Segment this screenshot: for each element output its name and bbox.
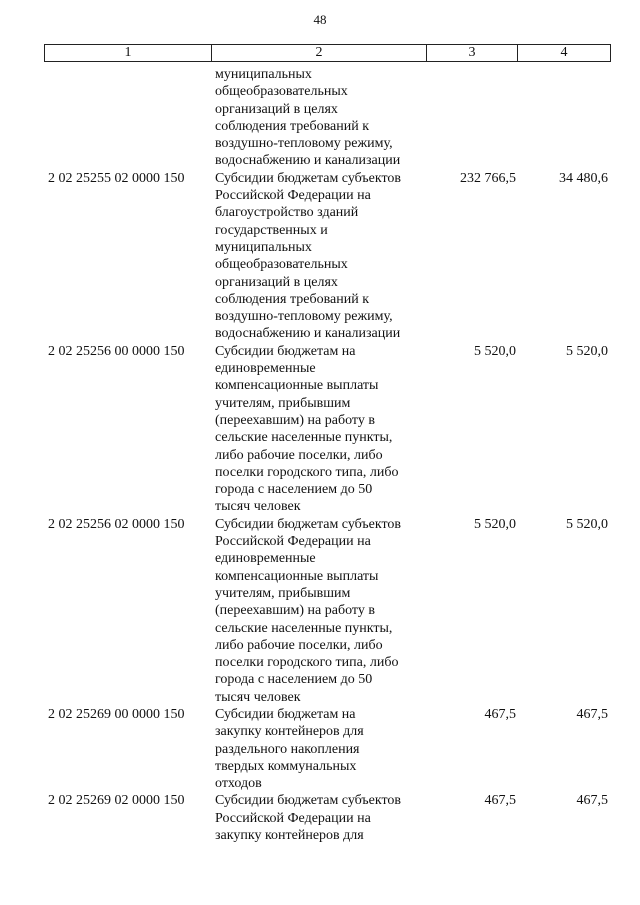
description-line: соблюдения требований к [215, 291, 370, 307]
description-line: города с населением до 50 [215, 482, 373, 498]
description-line: закупку контейнеров для [215, 724, 364, 740]
description-line: либо рабочие поселки, либо [215, 637, 383, 653]
column-header-2: 2 [212, 45, 427, 61]
description-line: водоснабжению и канализации [215, 326, 401, 342]
description-line: муниципальных [215, 239, 312, 255]
description-line: поселки городского типа, либо [215, 464, 399, 480]
description-line: Российской Федерации на [215, 534, 371, 550]
description-line: соблюдения требований к [215, 118, 370, 134]
row-description [215, 516, 429, 706]
column-header-3: 3 [427, 45, 518, 61]
budget-code: 2 02 25269 02 0000 150 [48, 793, 185, 809]
description-line: Субсидии бюджетам субъектов [215, 516, 402, 532]
amount-column-4: 467,5 [576, 793, 608, 809]
row-description [215, 170, 429, 343]
budget-code: 2 02 25256 02 0000 150 [48, 516, 185, 532]
row-description [215, 792, 429, 844]
description-line: тысяч человек [215, 499, 301, 515]
table-rows [44, 170, 611, 845]
description-line: тысяч человек [215, 689, 301, 705]
description-line: (переехавшим) на работу в [215, 603, 375, 619]
table-row [44, 343, 611, 516]
description-line: закупку контейнеров для [215, 828, 364, 844]
description-line: организаций в целях [215, 101, 338, 117]
description-line: Российской Федерации на [215, 188, 371, 204]
description-line: воздушно-тепловому режиму, [215, 136, 393, 152]
amount-column-3: 467,5 [484, 793, 516, 809]
description-line: Субсидии бюджетам субъектов [215, 793, 402, 809]
amount-column-3: 232 766,5 [460, 170, 516, 186]
description-line: отходов [215, 776, 262, 792]
amount-column-4: 5 520,0 [566, 516, 608, 532]
table-body [44, 66, 611, 844]
description-line: поселки городского типа, либо [215, 655, 399, 671]
description-line: компенсационные выплаты [215, 378, 379, 394]
table-row [44, 792, 611, 844]
description-line: сельские населенные пункты, [215, 430, 393, 446]
table-header-row [44, 44, 611, 62]
column-header-4: 4 [560, 45, 568, 60]
row-description [215, 343, 429, 516]
column-header-1: 1 [45, 45, 212, 61]
description-line: учителям, прибывшим [215, 585, 351, 601]
amount-column-4: 5 520,0 [566, 343, 608, 359]
description-line: Субсидии бюджетам на [215, 343, 356, 359]
page-number: 48 [313, 12, 327, 27]
description-line: общеобразовательных [215, 257, 348, 273]
amount-column-3: 5 520,0 [474, 343, 516, 359]
table-row [44, 706, 611, 792]
description-line: либо рабочие поселки, либо [215, 447, 383, 463]
budget-code: 2 02 25255 02 0000 150 [48, 170, 185, 186]
description-line: (переехавшим) на работу в [215, 412, 375, 428]
budget-code: 2 02 25256 00 0000 150 [48, 343, 185, 359]
description-line: учителям, прибывшим [215, 395, 351, 411]
description-line: Субсидии бюджетам субъектов [215, 170, 402, 186]
amount-column-4: 467,5 [576, 706, 608, 722]
description-line: водоснабжению и канализации [215, 153, 401, 169]
description-line: муниципальных [215, 67, 312, 82]
description-line: государственных и [215, 222, 328, 238]
budget-code: 2 02 25269 00 0000 150 [48, 706, 185, 722]
description-line: общеобразовательных [215, 84, 348, 100]
description-line: раздельного накопления [215, 741, 360, 757]
description-line: благоустройство зданий [215, 205, 359, 221]
description-line: твердых коммунальных [215, 758, 357, 774]
description-line: сельские населенные пункты, [215, 620, 393, 636]
table-row [44, 170, 611, 343]
continued-description [215, 66, 430, 170]
description-line: Субсидии бюджетам на [215, 706, 356, 722]
description-line: Российской Федерации на [215, 810, 371, 826]
amount-column-4: 34 480,6 [559, 170, 608, 186]
description-line: единовременные [215, 361, 316, 377]
amount-column-3: 467,5 [484, 706, 516, 722]
description-line: компенсационные выплаты [215, 568, 379, 584]
description-line: единовременные [215, 551, 316, 567]
amount-column-3: 5 520,0 [474, 516, 516, 532]
table-row [44, 516, 611, 706]
description-line: организаций в целях [215, 274, 338, 290]
description-line: города с населением до 50 [215, 672, 373, 688]
row-description [215, 706, 429, 792]
description-line: воздушно-тепловому режиму, [215, 309, 393, 325]
